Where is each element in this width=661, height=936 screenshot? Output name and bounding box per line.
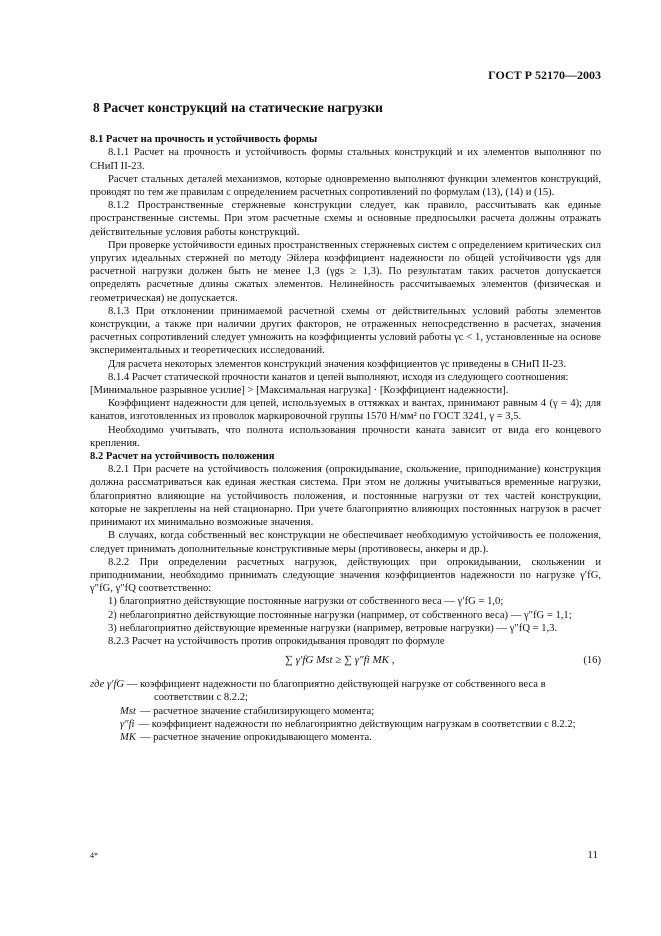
paragraph-8-1-4: 8.1.4 Расчет статической прочности канатов и цепей выполняют, исходя из следующего соотношения: bbox=[108, 371, 569, 383]
paragraph: Расчет стальных деталей механизмов, которые одновременно выполняют функции элементов конструкций, проводят по тем же правилам с определением расчетных сопротивлений по формулам (13), (14) и (15). bbox=[90, 173, 601, 199]
paragraph-8-1-2: 8.1.2 Пространственные стержневые конструкции следует, как правило, рассчитывать как единые пространственные системы. При этом расчетные схемы и основные предпосылки расчета должны отражать действительные условия работы конструкций. bbox=[90, 200, 601, 238]
definition-symbol: γ″fi bbox=[120, 718, 135, 730]
formula-16 bbox=[90, 652, 601, 672]
formula-number: (16) bbox=[583, 655, 601, 667]
definition-item bbox=[90, 731, 601, 744]
paragraph: В случаях, когда собственный вес конструкции не обеспечивает необходимую устойчивость ее положения, следует принимать дополнительные конструктивные меры (противовесы, анкеры и др.). bbox=[90, 530, 601, 555]
definition-symbol: Mst bbox=[120, 705, 136, 717]
definition-symbol: где γ′fG bbox=[90, 679, 125, 691]
paragraph: Коэффициент надежности для цепей, используемых в оттяжках и вантах, принимают равным 4 (γ = 4); для канатов, изготовленных из проволок маркировочной группы 1570 Н/мм² по ГОСТ 3241, γ = 3,5. bbox=[90, 398, 601, 423]
definition-text: — коэффициент надежности по неблагоприятно действующим нагрузкам в соответствии с 8.2.2; bbox=[138, 718, 576, 730]
paragraph-8-2-1: 8.2.1 При расчете на устойчивость положения (опрокидывание, скольжение, приподнимание) конструкция должна рассматриваться как единая жесткая система. При этом не должны учитываться временные нагрузки, благоприятно влияющие на устойчивость положения, и постоянные нагрузки от тех частей конструкции, которые не закреплены на ней стационарно. При учете благоприятно влияющих постоянных нагрузок в расчет принимают их минимально возможные значения. bbox=[90, 464, 601, 529]
paragraph: Необходимо учитывать, что полнота использования прочности каната зависит от вида его концевого крепления. bbox=[90, 424, 601, 449]
footer-sheet-mark: 4* bbox=[90, 851, 98, 860]
list-item: 1) благоприятно действующие постоянные нагрузки от собственного веса — γ′fG = 1,0; bbox=[108, 596, 504, 608]
list-item: 2) неблагоприятно действующие постоянные нагрузки (например, от собственного веса) — γ″fG = 1,1; bbox=[108, 609, 572, 621]
definition-text: — расчетное значение стабилизирующего момента; bbox=[139, 705, 375, 717]
formula-expression: ∑ γ′fG Mst ≥ ∑ γ″fi MK , bbox=[285, 654, 395, 667]
paragraph-8-1-1: 8.1.1 Расчет на прочность и устойчивость формы стальных конструкций и их элементов выполняют по СНиП II-23. bbox=[90, 147, 601, 172]
definition-item bbox=[90, 705, 601, 718]
definitions-list bbox=[90, 678, 601, 744]
document-code: ГОСТ Р 52170—2003 bbox=[488, 68, 601, 82]
page-content bbox=[90, 101, 601, 744]
definition-item bbox=[90, 718, 601, 731]
paragraph-8-2-2: 8.2.2 При определении расчетных нагрузок, действующих при опрокидывании, скольжении и приподнимании, необходимо принимать следующие значения коэффициентов надежности по нагрузке γ′fG, γ″fG, γ″fQ соответственно: bbox=[90, 556, 601, 595]
definition-symbol: MK bbox=[120, 731, 136, 743]
definition-text: — расчетное значение опрокидывающего момента. bbox=[139, 731, 372, 743]
relation-formula-text: [Минимальное разрывное усилие] > [Максимальная нагрузка] · [Коэффициент надежности]. bbox=[90, 385, 509, 397]
subsection-title-8-2: 8.2 Расчет на устойчивость положения bbox=[90, 451, 275, 463]
paragraph: Для расчета некоторых элементов конструкций значения коэффициентов γc приведены в СНиП II-23. bbox=[108, 358, 566, 370]
page-number: 11 bbox=[587, 849, 598, 861]
list-item: 3) неблагоприятно действующие временные нагрузки (например, ветровые нагрузки) — γ″fQ = 1,3. bbox=[108, 622, 558, 634]
definition-item bbox=[90, 678, 601, 704]
paragraph-8-1-3: 8.1.3 При отклонении принимаемой расчетной схемы от действительных условий работы элементов конструкции, а также при наличии других факторов, не отраженных непосредственно в расчетах, значения расчетных сопротивлений следует умножить на коэффициенты условий работы γc < 1, установленные на основе экспериментальных и теоретических исследований. bbox=[90, 305, 601, 357]
paragraph: При проверке устойчивости единых пространственных стержневых систем с определением критических сил упругих идеальных стержней по методу Эйлера коэффициент надежности по общей устойчивости γgs для расчетной нагрузки должен быть не менее 1,3 (γgs ≥ 1,3). По результатам таких расчетов допускается определять расчетные длины сжатых элементов. Нелинейность рассчитываемых элементов (физическая и геометрическая) не допускается. bbox=[90, 239, 601, 304]
definition-text: — коэффициент надежности по благоприятно действующей нагрузке от собственного веса в соответствии с 8.2.2; bbox=[126, 679, 546, 704]
section-title: 8 Расчет конструкций на статические нагрузки bbox=[93, 100, 383, 115]
subsection-title-8-1: 8.1 Расчет на прочность и устойчивость формы bbox=[90, 134, 318, 146]
paragraph-8-2-3: 8.2.3 Расчет на устойчивость против опрокидывания проводят по формуле bbox=[108, 635, 445, 647]
